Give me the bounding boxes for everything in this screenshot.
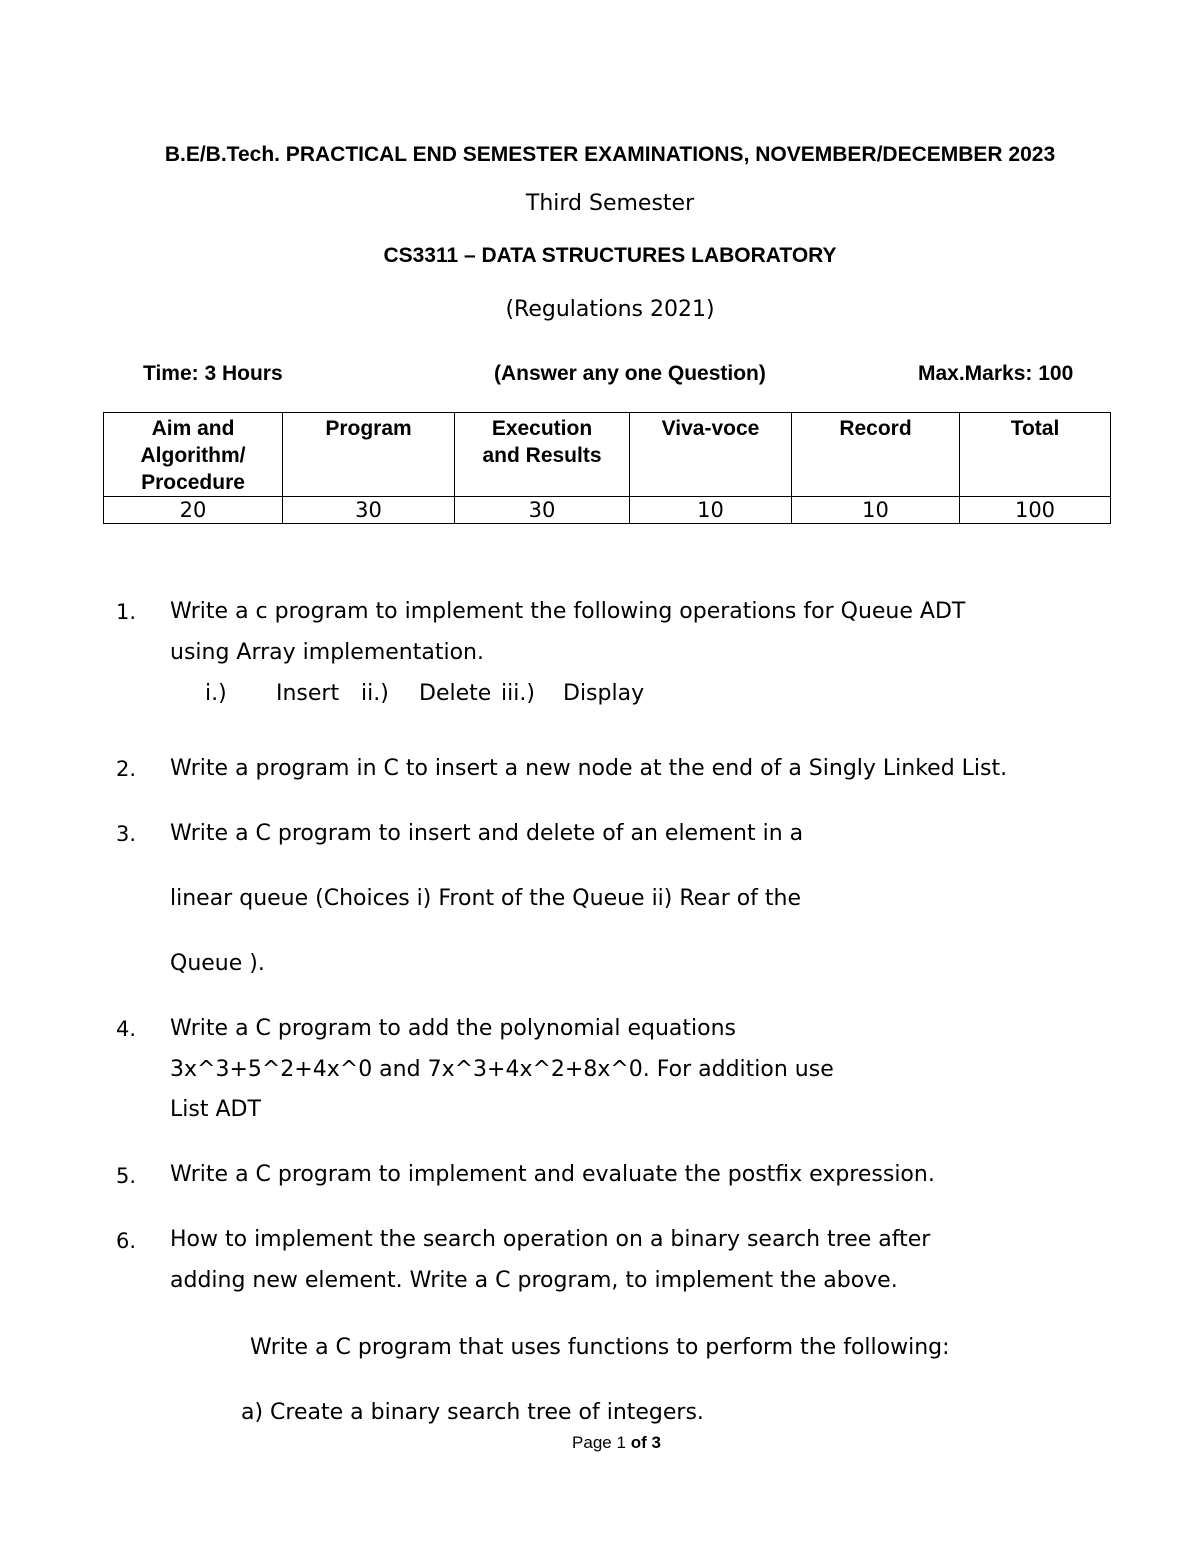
question-line: 3x^3+5^2+4x^0 and 7x^3+4x^2+8x^0. For addition use <box>170 1057 834 1082</box>
instruction-label: (Answer any one Question) <box>494 362 766 385</box>
semester-label: Third Semester <box>525 191 695 216</box>
question-number: 5. <box>116 1164 137 1188</box>
total-pages-number: 3 <box>651 1433 661 1452</box>
course-title: CS3311 – DATA STRUCTURES LABORATORY <box>383 244 837 267</box>
sub-item-marker: iii.) <box>501 681 535 706</box>
page-word: Page <box>572 1433 612 1452</box>
question-number: 4. <box>116 1017 137 1041</box>
table-header-cell: Record <box>792 413 960 497</box>
sub-item-marker: ii.) <box>361 681 389 706</box>
question-line: Write a program in C to insert a new node at the end of a Singly Linked List. <box>170 756 1008 781</box>
question-number: 3. <box>116 822 137 846</box>
current-page-number: 1 <box>616 1433 626 1452</box>
question-line: Write a C program to insert and delete of an element in a <box>170 821 804 846</box>
sub-item-text: Display <box>563 681 645 706</box>
question-line: List ADT <box>170 1097 261 1122</box>
question-line: Queue ). <box>170 951 265 976</box>
question-line: using Array implementation. <box>170 640 484 665</box>
exam-title: B.E/B.Tech. PRACTICAL END SEMESTER EXAMINATIONS, NOVEMBER/DECEMBER 2023 <box>164 143 1056 166</box>
sub-item-text: Insert <box>276 681 340 706</box>
question-line: adding new element. Write a C program, to implement the above. <box>170 1268 898 1293</box>
table-value-cell: 100 <box>960 497 1111 524</box>
marks-table-header-row <box>104 413 1111 497</box>
question-line: Write a C program to add the polynomial equations <box>170 1016 737 1041</box>
question-line: How to implement the search operation on a binary search tree after <box>170 1227 931 1252</box>
question-number: 1. <box>116 600 137 624</box>
table-header-cell: Total <box>960 413 1111 497</box>
question-line: Write a c program to implement the following operations for Queue ADT <box>170 599 966 624</box>
table-value-cell: 10 <box>630 497 792 524</box>
table-header-cell: Execution and Results <box>455 413 630 497</box>
question-line: linear queue (Choices i) Front of the Queue ii) Rear of the <box>170 886 802 911</box>
of-word: of <box>630 1433 647 1452</box>
sub-item-text: Delete <box>419 681 492 706</box>
table-header-cell: Program <box>283 413 455 497</box>
time-label: Time: 3 Hours <box>143 362 283 385</box>
regulations-label: (Regulations 2021) <box>505 297 715 322</box>
table-value-cell: 10 <box>792 497 960 524</box>
question-number: 2. <box>116 757 137 781</box>
question-number: 6. <box>116 1229 137 1253</box>
table-value-cell: 30 <box>455 497 630 524</box>
page-footer <box>0 1433 1200 1453</box>
table-value-cell: 20 <box>104 497 283 524</box>
table-value-cell: 30 <box>283 497 455 524</box>
sub-item-marker: i.) <box>205 681 227 706</box>
marks-table <box>103 412 1111 524</box>
max-marks-label: Max.Marks: 100 <box>918 362 1074 385</box>
question-continuation-line: a) Create a binary search tree of integers. <box>241 1400 704 1425</box>
question-continuation-line: Write a C program that uses functions to perform the following: <box>250 1335 950 1360</box>
marks-table-value-row <box>104 497 1111 524</box>
question-line: Write a C program to implement and evaluate the postfix expression. <box>170 1162 935 1187</box>
table-header-cell: Viva-voce <box>630 413 792 497</box>
table-header-cell: Aim and Algorithm/ Procedure <box>104 413 283 497</box>
